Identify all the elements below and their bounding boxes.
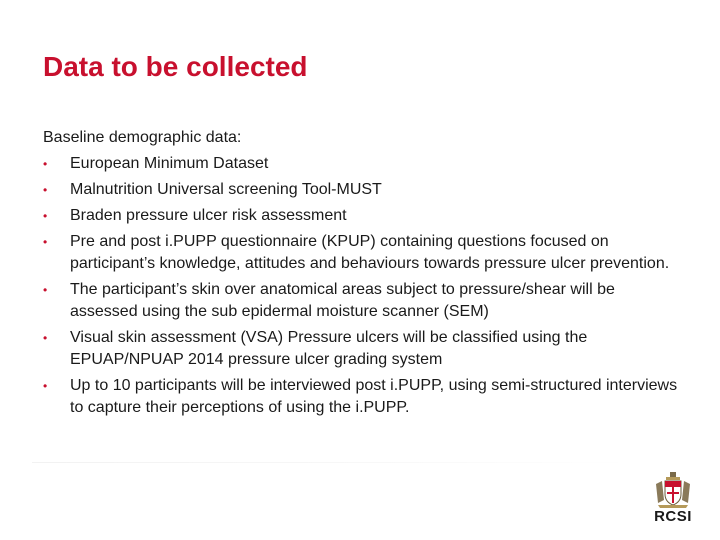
slide-title: Data to be collected <box>43 51 308 82</box>
footer-divider <box>32 462 632 463</box>
bullet-text: Pre and post i.PUPP questionnaire (KPUP) containing questions focused on participant’s knowledge, attitudes and behaviours towards pressure ulcer prevention. <box>70 233 670 272</box>
rcsi-crest-icon <box>650 470 696 508</box>
bullet-text: Visual skin assessment (VSA) Pressure ulcers will be classified using the EPUAP/NPUAP 2014 pressure ulcer grading system <box>70 329 588 368</box>
bullet-item <box>43 279 683 323</box>
bullet-text: Braden pressure ulcer risk assessment <box>70 207 347 224</box>
bullet-item <box>43 179 683 201</box>
intro-text: Baseline demographic data: <box>43 129 242 146</box>
bullet-item <box>43 231 683 275</box>
bullet-dot-icon: • <box>43 331 48 345</box>
bullet-text: Up to 10 participants will be interviewed post i.PUPP, using semi-structured interviews to capture their perceptions of using the i.PUPP. <box>70 377 678 416</box>
slide-content <box>43 127 683 423</box>
bullet-item <box>43 375 683 419</box>
bullet-item <box>43 327 683 371</box>
bullet-dot-icon: • <box>43 209 48 223</box>
bullet-text: Malnutrition Universal screening Tool-MUST <box>70 181 382 198</box>
rcsi-logo <box>650 470 696 526</box>
bullet-item <box>43 153 683 175</box>
bullet-dot-icon: • <box>43 183 48 197</box>
logo-text: RCSI <box>654 508 692 525</box>
bullet-dot-icon: • <box>43 157 48 171</box>
bullet-dot-icon: • <box>43 235 48 249</box>
bullet-item <box>43 205 683 227</box>
bullet-text: The participant’s skin over anatomical areas subject to pressure/shear will be assessed using the sub epidermal moisture scanner (SEM) <box>70 281 615 320</box>
bullet-text: European Minimum Dataset <box>70 155 269 172</box>
bullet-dot-icon: • <box>43 283 48 297</box>
bullet-list <box>43 153 683 419</box>
bullet-dot-icon: • <box>43 379 48 393</box>
